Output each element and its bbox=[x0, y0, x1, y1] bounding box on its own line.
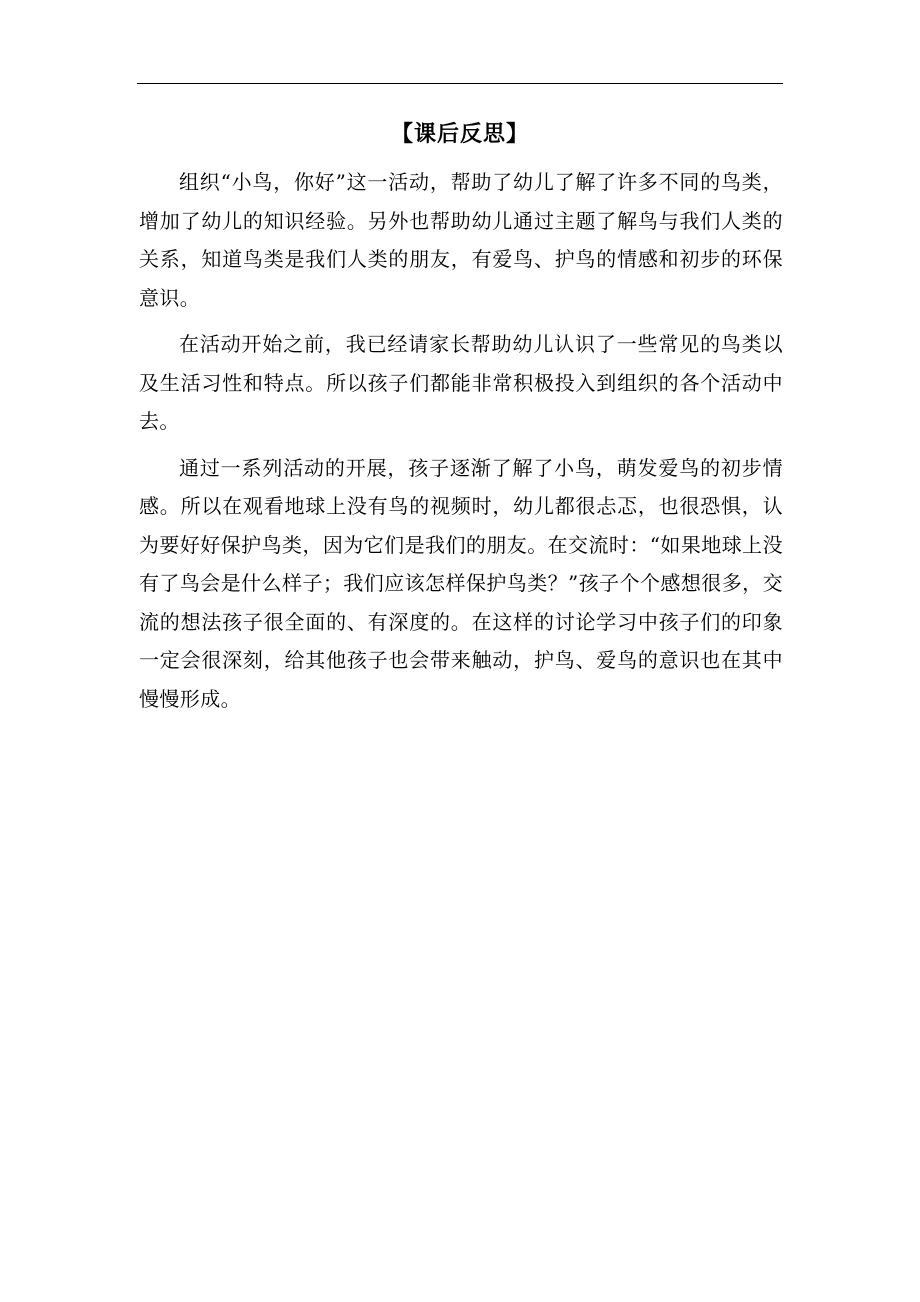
section-title: 【课后反思】 bbox=[390, 121, 529, 147]
paragraph-2: 在活动开始之前，我已经请家长帮助幼儿认识了一些常见的鸟类以及生活习性和特点。所以孩子们都能非常积极投入到组织的各个活动中去。 bbox=[139, 332, 783, 433]
paragraph-3: 通过一系列活动的开展，孩子逐渐了解了小鸟，萌发爱鸟的初步情感。所以在观看地球上没有鸟的视频时，幼儿都很忐忑，也很恐惧，认为要好好保护鸟类，因为它们是我们的朋友。在交流时：“如果地球上没有了鸟会是什么样子；我们应该怎样保护鸟类？”孩子个个感想很多，交流的想法孩子很全面的、有深度的。在这样的讨论学习中孩子们的印象一定会很深刻，给其他孩子也会带来触动，护鸟、爱鸟的意识也在其中慢慢形成。 bbox=[139, 455, 783, 711]
paragraph-1: 组织“小鸟，你好”这一活动，帮助了幼儿了解了许多不同的鸟类，增加了幼儿的知识经验。另外也帮助幼儿通过主题了解鸟与我们人类的关系，知道鸟类是我们人类的朋友，有爱鸟、护鸟的情感和初步的环保意识。 bbox=[139, 170, 783, 310]
body-text bbox=[139, 163, 783, 726]
header-rule bbox=[137, 83, 783, 84]
